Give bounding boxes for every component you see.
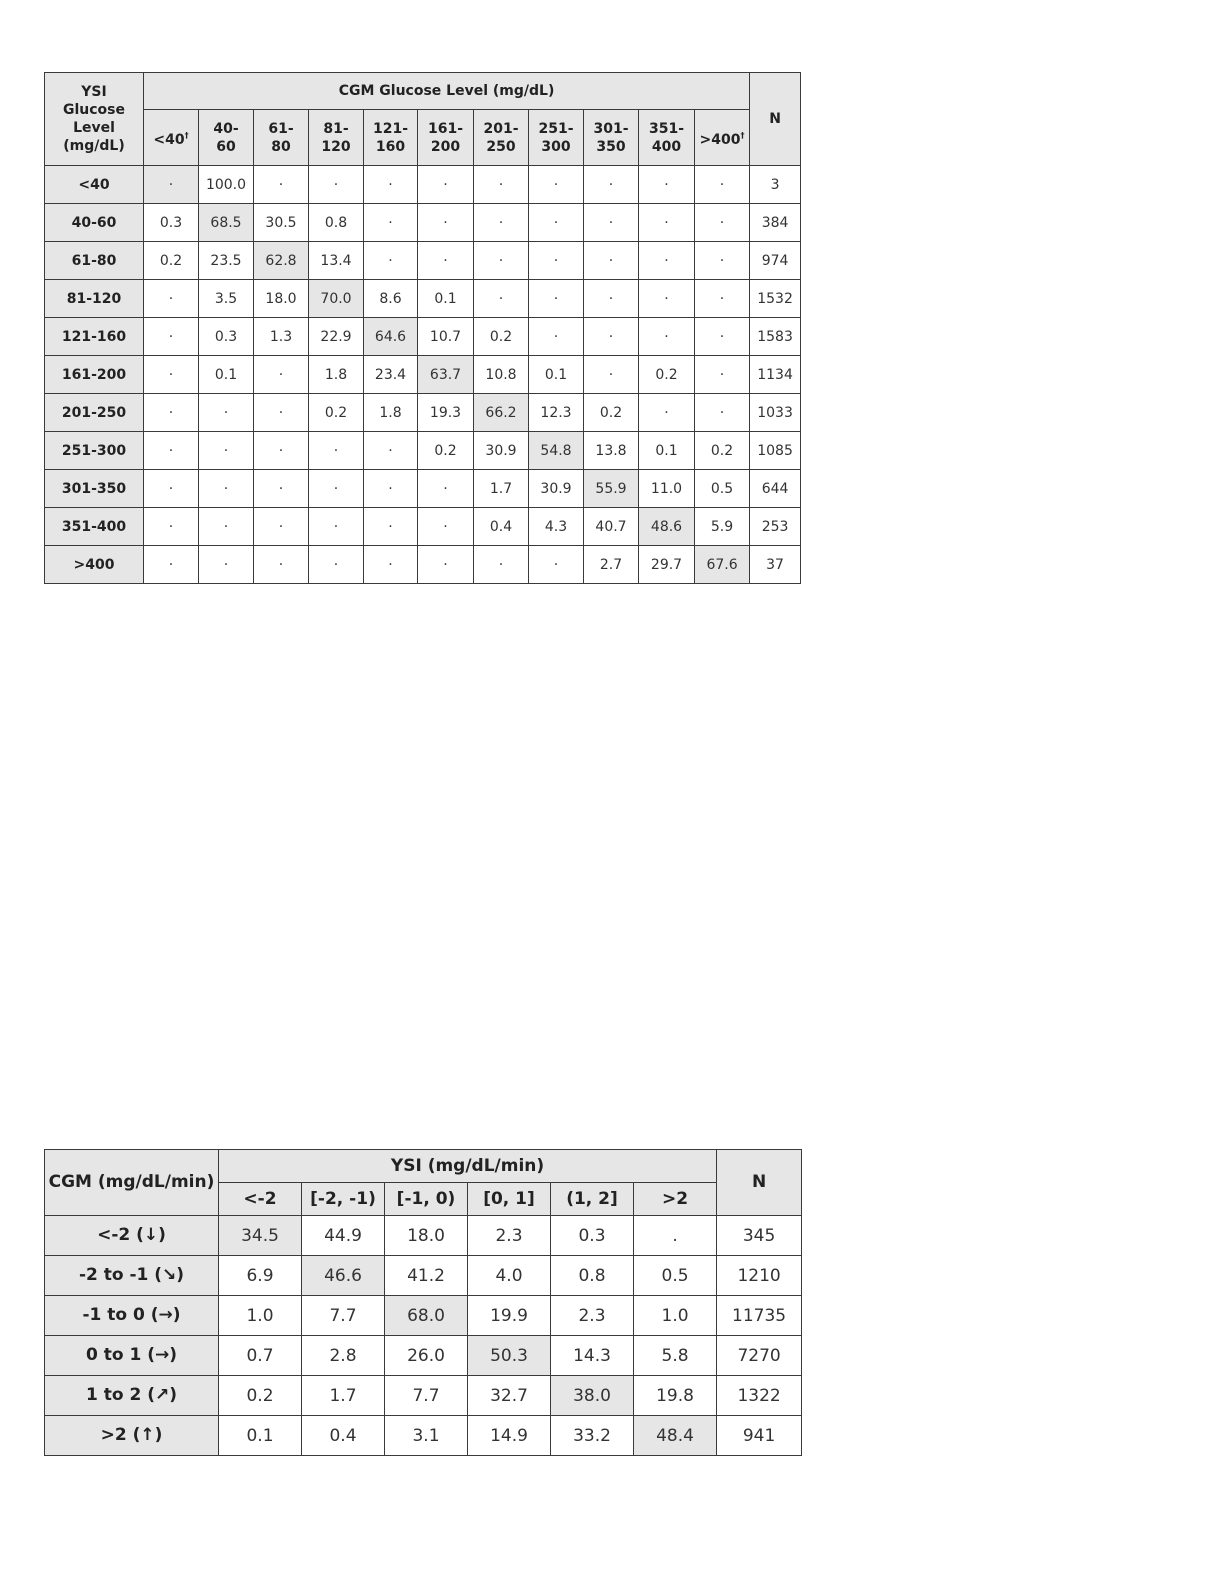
column-label: 61- 80 <box>268 120 294 155</box>
table-cell: · <box>144 508 199 546</box>
table-cell: 1.8 <box>309 356 364 394</box>
table-cell: · <box>418 204 474 242</box>
table-cell: · <box>309 166 364 204</box>
table-cell: · <box>474 546 529 584</box>
table-cell: · <box>474 204 529 242</box>
table-cell: · <box>529 166 584 204</box>
column-label: 40- 60 <box>213 120 239 155</box>
table-cell: · <box>418 546 474 584</box>
table-cell: · <box>695 242 750 280</box>
table-row <box>45 1376 802 1416</box>
n-cell: 644 <box>750 470 801 508</box>
table-cell: 0.4 <box>474 508 529 546</box>
column-header <box>309 110 364 166</box>
row-header: <-2 (↓) <box>45 1216 219 1256</box>
table-cell: · <box>364 432 418 470</box>
table-row <box>45 204 801 242</box>
footnote-mark: † <box>184 130 189 140</box>
table-cell: 0.5 <box>634 1256 717 1296</box>
table-row <box>45 280 801 318</box>
table-cell: · <box>584 280 639 318</box>
table-cell: · <box>144 318 199 356</box>
table-cell: 67.6 <box>695 546 750 584</box>
table-row <box>45 394 801 432</box>
n-cell: 1134 <box>750 356 801 394</box>
table-cell: · <box>254 394 309 432</box>
n-cell: 37 <box>750 546 801 584</box>
table-cell: · <box>474 242 529 280</box>
table-cell: · <box>418 470 474 508</box>
table-cell: 26.0 <box>385 1336 468 1376</box>
table-cell: 40.7 <box>584 508 639 546</box>
table-row <box>45 1296 802 1336</box>
table-cell: · <box>254 432 309 470</box>
table-cell: 18.0 <box>385 1216 468 1256</box>
table-cell: 64.6 <box>364 318 418 356</box>
column-header <box>584 110 639 166</box>
table-cell: 19.8 <box>634 1376 717 1416</box>
table-cell: 0.2 <box>474 318 529 356</box>
table-cell: · <box>639 280 695 318</box>
table-cell: · <box>254 356 309 394</box>
table-cell: · <box>418 508 474 546</box>
row-header: 81-120 <box>45 280 144 318</box>
column-label: 301- 350 <box>593 120 629 155</box>
table-cell: · <box>364 546 418 584</box>
table-cell: 0.2 <box>639 356 695 394</box>
glucose-concurrence-table <box>44 72 801 584</box>
table-cell: · <box>144 470 199 508</box>
table-cell: 30.5 <box>254 204 309 242</box>
n-cell: 345 <box>717 1216 802 1256</box>
n-cell: 11735 <box>717 1296 802 1336</box>
table-cell: 1.7 <box>474 470 529 508</box>
table-cell: 3.1 <box>385 1416 468 1456</box>
column-header: <-2 <box>219 1183 302 1216</box>
table-cell: 7.7 <box>385 1376 468 1416</box>
column-header <box>144 110 199 166</box>
column-header <box>529 110 584 166</box>
table-row <box>45 508 801 546</box>
n-cell: 1322 <box>717 1376 802 1416</box>
table-cell: · <box>584 204 639 242</box>
table-row <box>45 470 801 508</box>
column-header: >2 <box>634 1183 717 1216</box>
table-cell: 0.2 <box>695 432 750 470</box>
table-cell: . <box>634 1216 717 1256</box>
table-cell: 0.1 <box>219 1416 302 1456</box>
column-label: >400 <box>699 131 741 148</box>
table-row <box>45 356 801 394</box>
table-cell: · <box>309 470 364 508</box>
table-cell: · <box>364 204 418 242</box>
table-cell: · <box>254 508 309 546</box>
table-cell: · <box>529 318 584 356</box>
table-cell: 18.0 <box>254 280 309 318</box>
row-header: >400 <box>45 546 144 584</box>
table-cell: · <box>144 394 199 432</box>
row-header: 40-60 <box>45 204 144 242</box>
table-row <box>45 432 801 470</box>
table-cell: · <box>529 280 584 318</box>
table-cell: 34.5 <box>219 1216 302 1256</box>
column-header <box>364 110 418 166</box>
table-cell: 11.0 <box>639 470 695 508</box>
table-cell: · <box>418 166 474 204</box>
table-cell: 0.1 <box>418 280 474 318</box>
rate-concurrence-table <box>44 1149 802 1456</box>
table-cell: 0.8 <box>309 204 364 242</box>
table-cell: 23.4 <box>364 356 418 394</box>
table-cell: 0.3 <box>199 318 254 356</box>
table-cell: 0.2 <box>584 394 639 432</box>
table-cell: 19.3 <box>418 394 474 432</box>
n-cell: 974 <box>750 242 801 280</box>
table-cell: · <box>364 166 418 204</box>
table-cell: · <box>695 394 750 432</box>
row-header: 121-160 <box>45 318 144 356</box>
table-cell: · <box>474 280 529 318</box>
row-header: >2 (↑) <box>45 1416 219 1456</box>
column-header: [-1, 0) <box>385 1183 468 1216</box>
table-cell: · <box>364 470 418 508</box>
table-row <box>45 1416 802 1456</box>
n-cell: 253 <box>750 508 801 546</box>
table-cell: 0.3 <box>144 204 199 242</box>
row-header: 61-80 <box>45 242 144 280</box>
column-header: (1, 2] <box>551 1183 634 1216</box>
table-cell: 13.8 <box>584 432 639 470</box>
table-cell: · <box>584 242 639 280</box>
table-cell: 6.9 <box>219 1256 302 1296</box>
table-cell: · <box>254 470 309 508</box>
table-cell: 2.8 <box>302 1336 385 1376</box>
n-cell: 3 <box>750 166 801 204</box>
table-cell: 14.9 <box>468 1416 551 1456</box>
table-cell: · <box>639 166 695 204</box>
table-cell: 41.2 <box>385 1256 468 1296</box>
table-cell: 100.0 <box>199 166 254 204</box>
n-cell: 1210 <box>717 1256 802 1296</box>
table-cell: · <box>529 546 584 584</box>
column-label: 351- 400 <box>648 120 685 155</box>
row-header: 301-350 <box>45 470 144 508</box>
n-cell: 7270 <box>717 1336 802 1376</box>
table-cell: · <box>584 356 639 394</box>
table-cell: · <box>364 508 418 546</box>
table-row <box>45 1336 802 1376</box>
table-row <box>45 1216 802 1256</box>
table-cell: 30.9 <box>474 432 529 470</box>
table-cell: 5.8 <box>634 1336 717 1376</box>
table-cell: 32.7 <box>468 1376 551 1416</box>
table-cell: 1.0 <box>219 1296 302 1336</box>
table-cell: 7.7 <box>302 1296 385 1336</box>
table-cell: 62.8 <box>254 242 309 280</box>
table-cell: · <box>199 394 254 432</box>
table-cell: 63.7 <box>418 356 474 394</box>
table-cell: 0.2 <box>418 432 474 470</box>
table-cell: 4.3 <box>529 508 584 546</box>
table-cell: 46.6 <box>302 1256 385 1296</box>
table-cell: · <box>144 546 199 584</box>
table-cell: · <box>199 470 254 508</box>
table-cell: · <box>144 280 199 318</box>
table-cell: 13.4 <box>309 242 364 280</box>
corner-header: YSI Glucose Level (mg/dL) <box>45 73 144 166</box>
table-cell: · <box>639 242 695 280</box>
table-cell: · <box>695 356 750 394</box>
column-label: 161- 200 <box>427 120 464 155</box>
table-cell: 0.1 <box>529 356 584 394</box>
row-header: -1 to 0 (→) <box>45 1296 219 1336</box>
table-cell: · <box>199 508 254 546</box>
table-cell: · <box>144 166 199 204</box>
n-cell: 1085 <box>750 432 801 470</box>
row-header: 251-300 <box>45 432 144 470</box>
table-cell: 68.0 <box>385 1296 468 1336</box>
table-cell: 0.8 <box>551 1256 634 1296</box>
column-header: [-2, -1) <box>302 1183 385 1216</box>
table-cell: 5.9 <box>695 508 750 546</box>
table-cell: 19.9 <box>468 1296 551 1336</box>
n-cell: 1033 <box>750 394 801 432</box>
table-row <box>45 166 801 204</box>
row-header: 201-250 <box>45 394 144 432</box>
n-cell: 384 <box>750 204 801 242</box>
row-header: -2 to -1 (↘) <box>45 1256 219 1296</box>
column-header: [0, 1] <box>468 1183 551 1216</box>
column-header <box>418 110 474 166</box>
table-cell: 4.0 <box>468 1256 551 1296</box>
cgm-group-header: CGM Glucose Level (mg/dL) <box>144 73 750 110</box>
table-cell: · <box>309 508 364 546</box>
table-cell: · <box>254 546 309 584</box>
column-label: 201- 250 <box>483 120 519 155</box>
table-cell: 10.8 <box>474 356 529 394</box>
table-cell: 30.9 <box>529 470 584 508</box>
table-cell: · <box>584 318 639 356</box>
table-cell: 48.4 <box>634 1416 717 1456</box>
table-cell: · <box>144 356 199 394</box>
table-row <box>45 1256 802 1296</box>
table-cell: · <box>199 432 254 470</box>
table-cell: 8.6 <box>364 280 418 318</box>
footnote-mark: † <box>740 130 745 140</box>
table-cell: 22.9 <box>309 318 364 356</box>
n-cell: 1532 <box>750 280 801 318</box>
row-header: 1 to 2 (↗) <box>45 1376 219 1416</box>
table-cell: · <box>474 166 529 204</box>
column-header <box>474 110 529 166</box>
table-cell: 2.3 <box>551 1296 634 1336</box>
table-cell: · <box>199 546 254 584</box>
table-cell: 2.3 <box>468 1216 551 1256</box>
column-label: <40 <box>153 131 185 148</box>
table-cell: · <box>695 166 750 204</box>
table-cell: · <box>254 166 309 204</box>
table-cell: 50.3 <box>468 1336 551 1376</box>
table-cell: · <box>639 318 695 356</box>
table-cell: 1.7 <box>302 1376 385 1416</box>
table-cell: · <box>695 204 750 242</box>
table-cell: 1.8 <box>364 394 418 432</box>
table-cell: 10.7 <box>418 318 474 356</box>
column-label: 251- 300 <box>538 120 574 155</box>
table-cell: 33.2 <box>551 1416 634 1456</box>
table-cell: 3.5 <box>199 280 254 318</box>
corner-header: CGM (mg/dL/min) <box>45 1150 219 1216</box>
table-cell: 68.5 <box>199 204 254 242</box>
table-cell: 0.1 <box>639 432 695 470</box>
table-cell: 2.7 <box>584 546 639 584</box>
table-cell: · <box>695 318 750 356</box>
table-cell: 0.3 <box>551 1216 634 1256</box>
table-cell: 12.3 <box>529 394 584 432</box>
row-header: 351-400 <box>45 508 144 546</box>
table-cell: · <box>695 280 750 318</box>
table-cell: · <box>364 242 418 280</box>
column-header <box>199 110 254 166</box>
table-cell: 0.4 <box>302 1416 385 1456</box>
table-cell: 1.3 <box>254 318 309 356</box>
table-cell: 0.2 <box>219 1376 302 1416</box>
ysi-group-header: YSI (mg/dL/min) <box>219 1150 717 1183</box>
table-cell: 54.8 <box>529 432 584 470</box>
table-cell: · <box>639 394 695 432</box>
column-header <box>695 110 750 166</box>
table-cell: · <box>529 204 584 242</box>
table-cell: 48.6 <box>639 508 695 546</box>
table-cell: 14.3 <box>551 1336 634 1376</box>
table-cell: · <box>418 242 474 280</box>
n-header: N <box>750 73 801 166</box>
table-cell: 0.7 <box>219 1336 302 1376</box>
n-header: N <box>717 1150 802 1216</box>
table-cell: 0.2 <box>309 394 364 432</box>
table-row <box>45 546 801 584</box>
table-cell: 23.5 <box>199 242 254 280</box>
column-header <box>639 110 695 166</box>
row-header: <40 <box>45 166 144 204</box>
n-cell: 1583 <box>750 318 801 356</box>
table-cell: 0.5 <box>695 470 750 508</box>
column-label: 81- 120 <box>321 120 351 155</box>
table-cell: 38.0 <box>551 1376 634 1416</box>
table-row <box>45 242 801 280</box>
table-cell: 29.7 <box>639 546 695 584</box>
table-cell: · <box>529 242 584 280</box>
table-cell: 44.9 <box>302 1216 385 1256</box>
column-label: 121- 160 <box>372 120 409 155</box>
row-header: 161-200 <box>45 356 144 394</box>
table-cell: · <box>309 432 364 470</box>
table-cell: · <box>639 204 695 242</box>
n-cell: 941 <box>717 1416 802 1456</box>
table-cell: 66.2 <box>474 394 529 432</box>
table-cell: 55.9 <box>584 470 639 508</box>
table-cell: 0.1 <box>199 356 254 394</box>
table-cell: · <box>309 546 364 584</box>
column-header <box>254 110 309 166</box>
row-header: 0 to 1 (→) <box>45 1336 219 1376</box>
table-cell: 1.0 <box>634 1296 717 1336</box>
table-cell: 70.0 <box>309 280 364 318</box>
table-cell: 0.2 <box>144 242 199 280</box>
table-cell: · <box>584 166 639 204</box>
table-row <box>45 318 801 356</box>
table-cell: · <box>144 432 199 470</box>
